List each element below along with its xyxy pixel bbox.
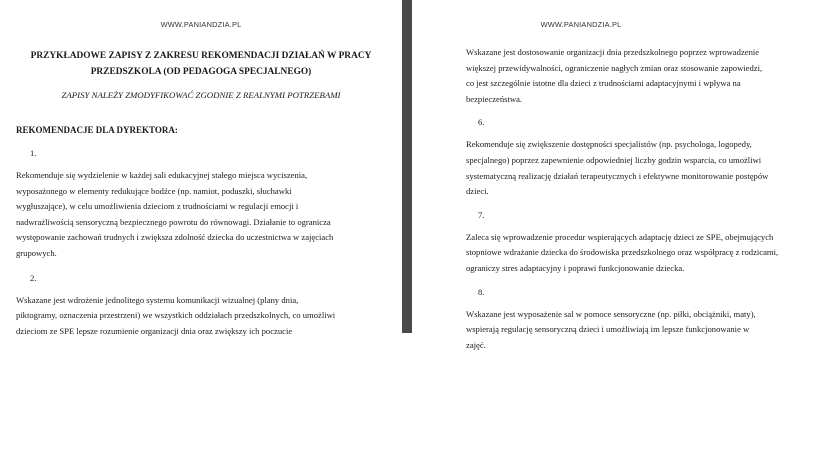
section-heading: REKOMENDACJE DLA DYREKTORA: [16, 125, 178, 135]
text-line: bezpieczeństwa. [466, 93, 523, 104]
text-line: stopniowe wdrażanie dziecka do środowiska przedszkolnego oraz współpracę z rodzicami, [466, 247, 779, 258]
text-line: wspierają regulację sensoryczną dzieci i umożliwiają im lepsze funkcjonowanie w [466, 324, 750, 335]
text-line: dzieci. [466, 186, 489, 197]
item-text [466, 230, 832, 277]
item-number: 7. [478, 209, 485, 220]
site-header: WWW.PANIANDZIA.PL [160, 20, 242, 29]
item-number: 8. [478, 286, 485, 297]
item-text [16, 168, 386, 262]
item-text [16, 293, 386, 340]
text-line: nadwrażliwością sensoryczną bezpiecznego powrotu do równowagi. Działanie to ogranicza [16, 216, 331, 227]
item-text [466, 45, 832, 107]
text-line: Wskazane jest wyposażenie sal w pomoce sensoryczne (np. piłki, obciążniki, maty), [466, 308, 756, 319]
text-line: zajęć. [466, 339, 486, 350]
text-line: wygłuszające), w celu umożliwienia dzieciom z trudnościami w regulacji emocji i [16, 201, 299, 212]
document-subtitle: ZAPISY NALEŻY ZMODYFIKOWAĆ ZGODNIE Z REALNYMI POTRZEBAMI [61, 90, 341, 100]
text-line: Wskazane jest dostosowanie organizacji dnia przedszkolnego poprzez wprowadzenie [466, 47, 760, 57]
title-line: PRZYKŁADOWE ZAPISY Z ZAKRESU REKOMENDACJI DZIAŁAŃ W PRACY [30, 51, 372, 61]
item-number: 1. [30, 148, 37, 158]
item-text [466, 137, 832, 199]
page-divider [402, 0, 412, 333]
site-header: WWW.PANIANDZIA.PL [540, 20, 622, 29]
text-line: Wskazane jest wdrożenie jednolitego systemu komunikacji wizualnej (plany dnia, [16, 294, 299, 305]
text-line: specjalnego) poprzez zapewnienie odpowiedniej liczby godzin wsparcia, co umożliwi [466, 154, 762, 165]
text-line: piktogramy, oznaczenia przestrzeni) we wszystkich oddziałach przedszkolnych, co umożliwi [16, 310, 336, 321]
text-line: występowanie zachowań trudnych i zwiększa zdolność dziecka do uczestnictwa w zajęciach [16, 232, 334, 243]
text-line: Zaleca się wprowadzenie procedur wspierających adaptację dzieci ze SPE, obejmujących [466, 231, 774, 242]
item-number: 2. [30, 272, 37, 283]
item-number: 6. [478, 117, 485, 128]
document-page-left [0, 0, 402, 336]
text-line: dzieciom ze SPE lepsze rozumienie organizacji dnia oraz zwiększy ich poczucie [16, 325, 293, 336]
text-line: wyposażonego w elementy redukujące bodźce (np. namiot, poduszki, słuchawki [16, 185, 292, 196]
document-page-right [412, 0, 779, 350]
text-line: ograniczy stres adaptacyjny i poprawi funkcjonowanie dziecka. [466, 262, 685, 273]
title-line: PRZEDSZKOLA (OD PEDAGOGA SPECJALNEGO) [90, 67, 312, 77]
text-line: większej przewidywalności, ograniczenie nagłych zmian oraz stosowanie zapowiedzi, [466, 62, 763, 73]
item-text [466, 307, 832, 354]
text-line: Rekomenduje się zwiększenie dostępności specjalistów (np. psychologa, logopedy, [466, 139, 752, 150]
text-line: systematyczną realizację działań terapeutycznych i efektywne monitorowanie postępów [466, 170, 769, 181]
document-title [16, 48, 386, 80]
text-line: Rekomenduje się wydzielenie w każdej sali edukacyjnej stałego miejsca wyciszenia, [16, 170, 308, 180]
text-line: grupowych. [16, 247, 57, 258]
text-line: co jest szczególnie istotne dla dzieci z trudnościami adaptacyjnymi i wpływa na [466, 78, 741, 89]
